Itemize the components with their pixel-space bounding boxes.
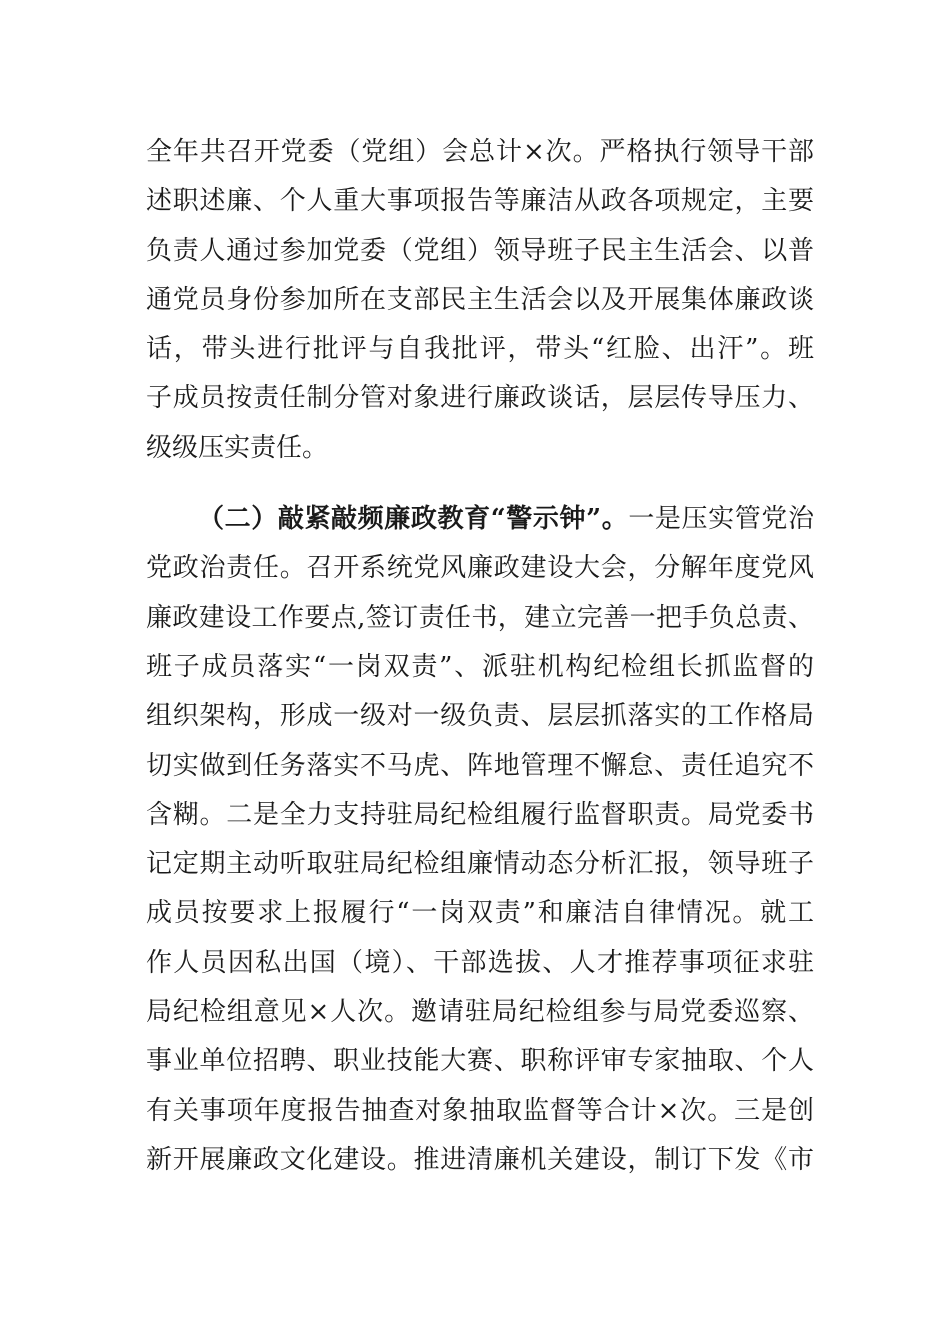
text-line: 党政治责任。召开系统党风廉政建设大会，分解年度党风 [146, 553, 814, 584]
text-line: 级级压实责任。 [146, 432, 329, 463]
document-body [146, 128, 814, 1185]
text-line: 述职述廉、个人重大事项报告等廉洁从政各项规定，主要 [146, 186, 814, 217]
text-line: 含糊。二是全力支持驻局纪检组履行监督职责。局党委书 [146, 799, 814, 830]
text-line: 通党员身份参加所在支部民主生活会以及开展集体廉政谈 [146, 284, 814, 315]
text-run: 一是压实管党治 [628, 504, 814, 535]
text-line: 切实做到任务落实不马虎、阵地管理不懈怠、责任追究不 [146, 750, 814, 781]
paragraph-first-line [146, 495, 814, 544]
text-line: 全年共召开党委（党组）会总计×次。严格执行领导干部 [146, 137, 814, 167]
text-line: 子成员按责任制分管对象进行廉政谈话，层层传导压力、 [146, 383, 814, 414]
paragraph-1 [146, 128, 814, 473]
text-line: 局纪检组意见×人次。邀请驻局纪检组参与局党委巡察、 [146, 997, 814, 1028]
text-line: 记定期主动听取驻局纪检组廉情动态分析汇报，领导班子 [146, 849, 814, 880]
text-line: 班子成员落实“一岗双责”、派驻机构纪检组长抓监督的 [146, 651, 814, 682]
text-line: 组织架构，形成一级对一级负责、层层抓落实的工作格局 [146, 701, 814, 732]
text-line: 话，带头进行批评与自我批评，带头“红脸、出汗”。班 [146, 334, 814, 365]
text-line: 成员按要求上报履行“一岗双责”和廉洁自律情况。就工 [146, 898, 814, 929]
paragraph-2 [146, 495, 814, 1185]
text-line: 负责人通过参加党委（党组）领导班子民主生活会、以普 [146, 235, 814, 266]
text-line: 事业单位招聘、职业技能大赛、职称评审专家抽取、个人 [146, 1046, 814, 1077]
text-line: 廉政建设工作要点,签订责任书，建立完善一把手负总责、 [146, 602, 814, 633]
text-line: 有关事项年度报告抽查对象抽取监督等合计×次。三是创 [146, 1095, 814, 1126]
text-line: 新开展廉政文化建设。推进清廉机关建设，制订下发《市 [146, 1144, 814, 1175]
section-heading: （二）敲紧敲频廉政教育“警示钟”。 [198, 504, 629, 535]
text-line: 作人员因私出国（境）、干部选拔、人才推荐事项征求驻 [146, 947, 814, 978]
